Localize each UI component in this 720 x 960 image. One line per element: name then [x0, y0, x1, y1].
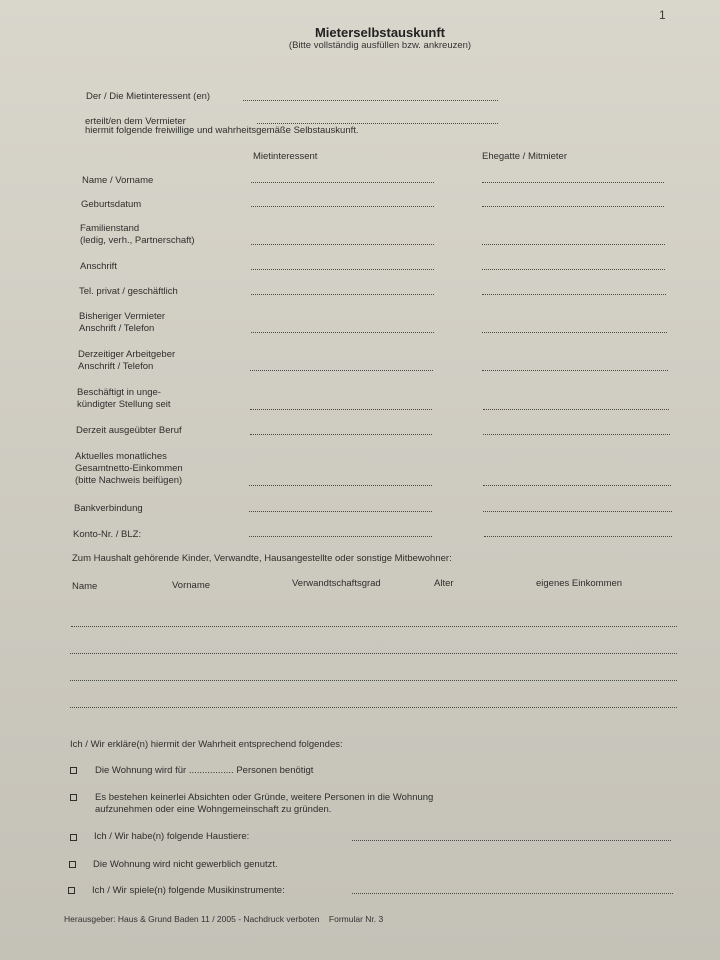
field-line-marital-status-applicant[interactable] [251, 244, 434, 245]
declaration-checkbox-persons[interactable] [70, 767, 77, 774]
field-label-birthdate: Geburtsdatum [81, 199, 142, 210]
field-line-employment-since-spouse[interactable] [483, 409, 669, 410]
household-row-line[interactable] [70, 680, 677, 681]
field-line-birthdate-spouse[interactable] [482, 206, 664, 207]
field-label-previous-landlord: Bisheriger Vermieter Anschrift / Telefon [79, 311, 166, 334]
field-line-marital-status-spouse[interactable] [482, 244, 665, 245]
declaration-text-instruments: Ich / Wir spiele(n) folgende Musikinstrumente: [92, 885, 285, 896]
field-label-phone: Tel. privat / geschäftlich [79, 286, 178, 297]
household-row-line[interactable] [70, 653, 677, 654]
publisher-footer: Herausgeber: Haus & Grund Baden 11 / 2005 - Nachdruck verboten Formular Nr. 3 [64, 914, 384, 924]
intro-statement: hiermit folgende freiwillige und wahrheitsgemäße Selbstauskunft. [85, 125, 359, 136]
declaration-line-pets[interactable] [352, 840, 671, 841]
field-label-occupation: Derzeit ausgeübter Beruf [76, 425, 182, 436]
field-label-marital-status: Familienstand (ledig, verh., Partnerschaft) [80, 223, 195, 246]
household-row-line[interactable] [70, 707, 677, 708]
declaration-line-instruments[interactable] [352, 893, 673, 894]
declaration-text-no-commercial-use: Die Wohnung wird nicht gewerblich genutzt. [93, 859, 278, 870]
intro-landlord-line[interactable] [257, 123, 498, 124]
declaration-text-pets: Ich / Wir habe(n) folgende Haustiere: [94, 831, 250, 842]
field-label-address: Anschrift [80, 261, 117, 272]
field-label-account: Konto-Nr. / BLZ: [73, 529, 142, 540]
intro-applicant-label: Der / Die Mietinteressent (en) [86, 91, 211, 102]
declaration-text-no-additional-persons: Es bestehen keinerlei Absichten oder Gründe, weitere Personen in die Wohnung aufzunehmen oder eine Wohngemeinschaft zu gründen. [95, 792, 434, 815]
intro-landlord-label: erteilt/en dem Vermieter [85, 116, 186, 127]
field-line-employment-since-applicant[interactable] [250, 409, 432, 410]
household-col-firstname: Vorname [172, 580, 211, 591]
field-line-employer-spouse[interactable] [482, 370, 668, 371]
form-subtitle: (Bitte vollständig ausfüllen bzw. ankreuzen) [288, 40, 472, 51]
household-col-name: Name [72, 581, 98, 592]
field-line-phone-spouse[interactable] [482, 294, 666, 295]
field-label-employer: Derzeitiger Arbeitgeber Anschrift / Telefon [78, 349, 176, 372]
household-col-age: Alter [434, 578, 454, 589]
field-line-previous-landlord-spouse[interactable] [482, 332, 667, 333]
declaration-checkbox-no-commercial-use[interactable] [69, 861, 76, 868]
field-line-income-applicant[interactable] [249, 485, 432, 486]
field-line-account-applicant[interactable] [249, 536, 432, 537]
field-line-occupation-applicant[interactable] [250, 434, 432, 435]
field-label-bank: Bankverbindung [74, 503, 143, 514]
field-label-income: Aktuelles monatliches Gesamtnetto-Einkommen (bitte Nachweis beifügen) [75, 451, 183, 486]
column-heading-applicant: Mietinteressent [253, 151, 318, 162]
field-line-address-spouse[interactable] [482, 269, 665, 270]
declaration-checkbox-no-additional-persons[interactable] [70, 794, 77, 801]
field-line-name-applicant[interactable] [251, 182, 434, 183]
field-line-birthdate-applicant[interactable] [251, 206, 434, 207]
field-line-bank-spouse[interactable] [483, 511, 672, 512]
field-line-occupation-spouse[interactable] [483, 434, 670, 435]
declaration-checkbox-pets[interactable] [70, 834, 77, 841]
field-line-bank-applicant[interactable] [249, 511, 432, 512]
field-line-employer-applicant[interactable] [250, 370, 433, 371]
household-row-line[interactable] [71, 626, 677, 627]
household-col-income: eigenes Einkommen [536, 578, 623, 589]
declaration-checkbox-instruments[interactable] [68, 887, 75, 894]
field-line-address-applicant[interactable] [251, 269, 434, 270]
page-number: 1 [659, 8, 666, 22]
household-heading: Zum Haushalt gehörende Kinder, Verwandte, Hausangestellte oder sonstige Mitbewohner: [72, 553, 452, 564]
field-label-name: Name / Vorname [82, 175, 154, 186]
declaration-heading: Ich / Wir erkläre(n) hiermit der Wahrheit entsprechend folgendes: [70, 739, 343, 750]
field-line-name-spouse[interactable] [482, 182, 664, 183]
field-line-income-spouse[interactable] [483, 485, 671, 486]
field-line-account-spouse[interactable] [484, 536, 672, 537]
form-title: Mieterselbstauskunft [314, 25, 446, 40]
column-heading-spouse: Ehegatte / Mitmieter [482, 151, 568, 162]
field-line-phone-applicant[interactable] [251, 294, 434, 295]
declaration-text-persons: Die Wohnung wird für ................. Personen benötigt [95, 765, 314, 776]
field-label-employment-since: Beschäftigt in unge- kündigter Stellung seit [77, 387, 171, 410]
field-line-previous-landlord-applicant[interactable] [251, 332, 434, 333]
household-col-relationship: Verwandtschaftsgrad [292, 578, 381, 589]
intro-applicant-line[interactable] [243, 100, 498, 101]
